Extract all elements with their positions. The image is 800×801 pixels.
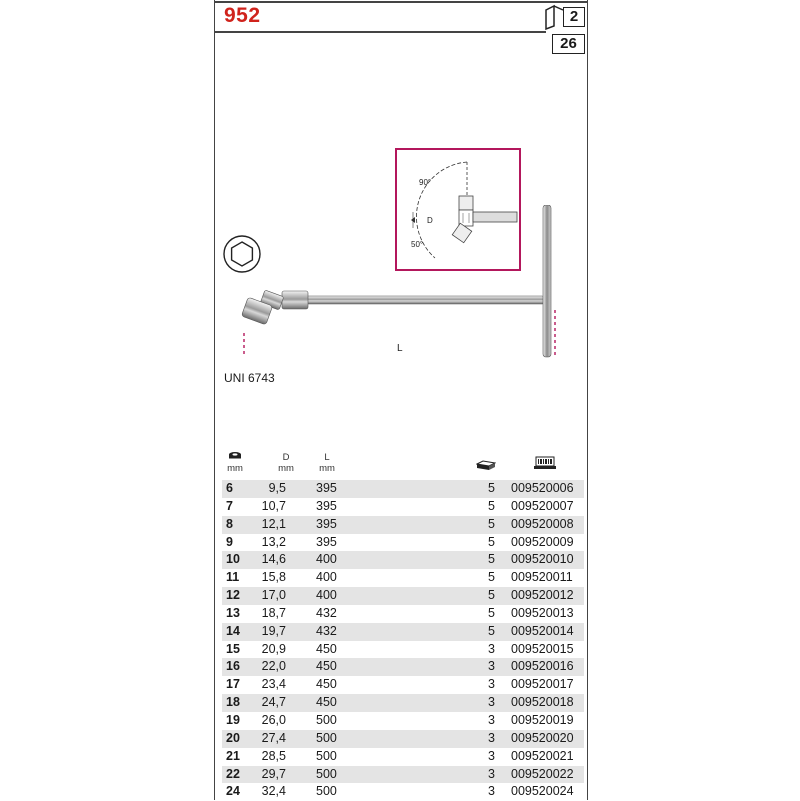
t-handle-wrench-drawing: [230, 205, 570, 365]
page-number-badge: 26: [552, 34, 585, 54]
size-cell: 15: [226, 641, 240, 656]
qty-cell: 5: [488, 588, 495, 603]
size-cell: 16: [226, 659, 240, 674]
code-cell: 009520017: [511, 677, 574, 692]
code-cell: 009520007: [511, 498, 574, 513]
box-pack-icon: [476, 459, 496, 471]
l-cell: 395: [316, 498, 337, 513]
size-cell: 17: [226, 677, 240, 692]
d-cell: 23,4: [261, 677, 286, 692]
dim-d-label: D: [427, 216, 433, 225]
d-cell: 14,6: [261, 552, 286, 567]
size-cell: 7: [226, 498, 233, 513]
l-cell: 432: [316, 623, 337, 638]
code-cell: 009520006: [511, 481, 574, 495]
l-cell: 500: [316, 766, 337, 781]
size-cell: 18: [226, 695, 240, 710]
d-cell: 18,7: [261, 605, 286, 620]
table-row: [222, 641, 584, 659]
size-cell: 12: [226, 588, 240, 603]
table-row: [222, 658, 584, 676]
code-cell: 009520008: [511, 516, 574, 531]
code-cell: 009520012: [511, 588, 574, 603]
barcode-terminal-icon: [534, 456, 556, 470]
d-cell: 22,0: [261, 659, 286, 674]
size-cell: 11: [226, 570, 240, 585]
table-row: [222, 605, 584, 623]
l-cell: 450: [316, 659, 337, 674]
d-cell: 15,8: [261, 570, 286, 585]
qty-cell: 3: [488, 730, 495, 745]
code-cell: 009520014: [511, 623, 574, 638]
table-row: [222, 498, 584, 516]
catalog-section-badge: 2: [563, 7, 585, 27]
d-cell: 17,0: [261, 588, 286, 603]
table-row: [222, 676, 584, 694]
l-cell: 450: [316, 677, 337, 692]
qty-cell: 5: [488, 481, 495, 495]
table-row: [222, 766, 584, 784]
standard-reference: UNI 6743: [224, 371, 275, 385]
table-row: [222, 480, 584, 498]
code-cell: 009520019: [511, 712, 574, 727]
size-cell: 22: [226, 766, 240, 781]
nut-icon: [228, 451, 242, 461]
qty-cell: 5: [488, 570, 495, 585]
l-cell: 400: [316, 588, 337, 603]
d-cell: 26,0: [261, 712, 286, 727]
dim-l-label: L: [397, 343, 403, 354]
size-cell: 21: [226, 748, 240, 763]
code-cell: 009520011: [511, 570, 573, 585]
header-top-rule: [214, 1, 588, 3]
size-cell: 14: [226, 623, 240, 638]
d-cell: 9,5: [268, 481, 286, 495]
header-rule: [214, 31, 546, 33]
qty-cell: 5: [488, 605, 495, 620]
d-cell: 19,7: [261, 623, 286, 638]
code-cell: 009520016: [511, 659, 574, 674]
qty-cell: 5: [488, 534, 495, 549]
qty-cell: 3: [488, 766, 495, 781]
size-cell: 8: [226, 516, 233, 531]
table-row: [222, 783, 584, 801]
code-cell: 009520013: [511, 605, 574, 620]
qty-cell: 5: [488, 623, 495, 638]
l-cell: 450: [316, 695, 337, 710]
qty-cell: 5: [488, 516, 495, 531]
l-cell: 500: [316, 784, 337, 799]
table-row: [222, 730, 584, 748]
size-cell: 13: [226, 605, 240, 620]
qty-cell: 3: [488, 784, 495, 799]
d-header: D: [282, 452, 290, 463]
l-cell: 395: [316, 516, 337, 531]
table-row: [222, 534, 584, 552]
qty-cell: 3: [488, 641, 495, 656]
code-cell: 009520015: [511, 641, 574, 656]
table-row: [222, 587, 584, 605]
table-row: [222, 569, 584, 587]
code-cell: 009520018: [511, 695, 574, 710]
size-cell: 24: [226, 784, 240, 799]
code-cell: 009520009: [511, 534, 574, 549]
qty-cell: 5: [488, 498, 495, 513]
d-cell: 29,7: [261, 766, 286, 781]
qty-cell: 3: [488, 695, 495, 710]
size-cell: 6: [226, 481, 233, 495]
l-cell: 400: [316, 570, 337, 585]
code-cell: 009520021: [511, 748, 574, 763]
l-cell: 395: [316, 481, 337, 495]
d-cell: 24,7: [261, 695, 286, 710]
angle-bottom-label: 50°: [411, 240, 424, 249]
product-table: [222, 480, 584, 801]
l-cell: 500: [316, 748, 337, 763]
size-cell: 9: [226, 534, 233, 549]
table-row: [222, 516, 584, 534]
qty-cell: 3: [488, 677, 495, 692]
qty-cell: 3: [488, 712, 495, 727]
d-cell: 13,2: [261, 534, 286, 549]
table-row: [222, 551, 584, 569]
l-cell: 450: [316, 641, 337, 656]
d-cell: 10,7: [261, 498, 286, 513]
table-row: [222, 623, 584, 641]
size-cell: 19: [226, 712, 240, 727]
size-cell: 20: [226, 730, 240, 745]
code-cell: 009520010: [511, 552, 574, 567]
size-unit-header: mm: [227, 463, 243, 474]
code-cell: 009520020: [511, 730, 574, 745]
l-cell: 432: [316, 605, 337, 620]
table-row: [222, 712, 584, 730]
l-header: L: [324, 452, 330, 463]
d-unit-header: mm: [278, 463, 294, 474]
product-code: 952: [224, 4, 261, 27]
l-unit-header: mm: [319, 463, 335, 474]
qty-cell: 5: [488, 552, 495, 567]
angle-top-label: 90°: [419, 178, 432, 187]
d-cell: 20,9: [261, 641, 286, 656]
table-row: [222, 748, 584, 766]
qty-cell: 3: [488, 748, 495, 763]
d-cell: 12,1: [261, 516, 286, 531]
qty-cell: 3: [488, 659, 495, 674]
l-cell: 395: [316, 534, 337, 549]
l-cell: 500: [316, 712, 337, 727]
l-cell: 500: [316, 730, 337, 745]
d-cell: 28,5: [261, 748, 286, 763]
size-cell: 10: [226, 552, 240, 567]
l-cell: 400: [316, 552, 337, 567]
code-cell: 009520024: [511, 784, 574, 799]
d-cell: 27,4: [261, 730, 286, 745]
code-cell: 009520022: [511, 766, 574, 781]
d-cell: 32,4: [261, 784, 286, 799]
table-row: [222, 694, 584, 712]
